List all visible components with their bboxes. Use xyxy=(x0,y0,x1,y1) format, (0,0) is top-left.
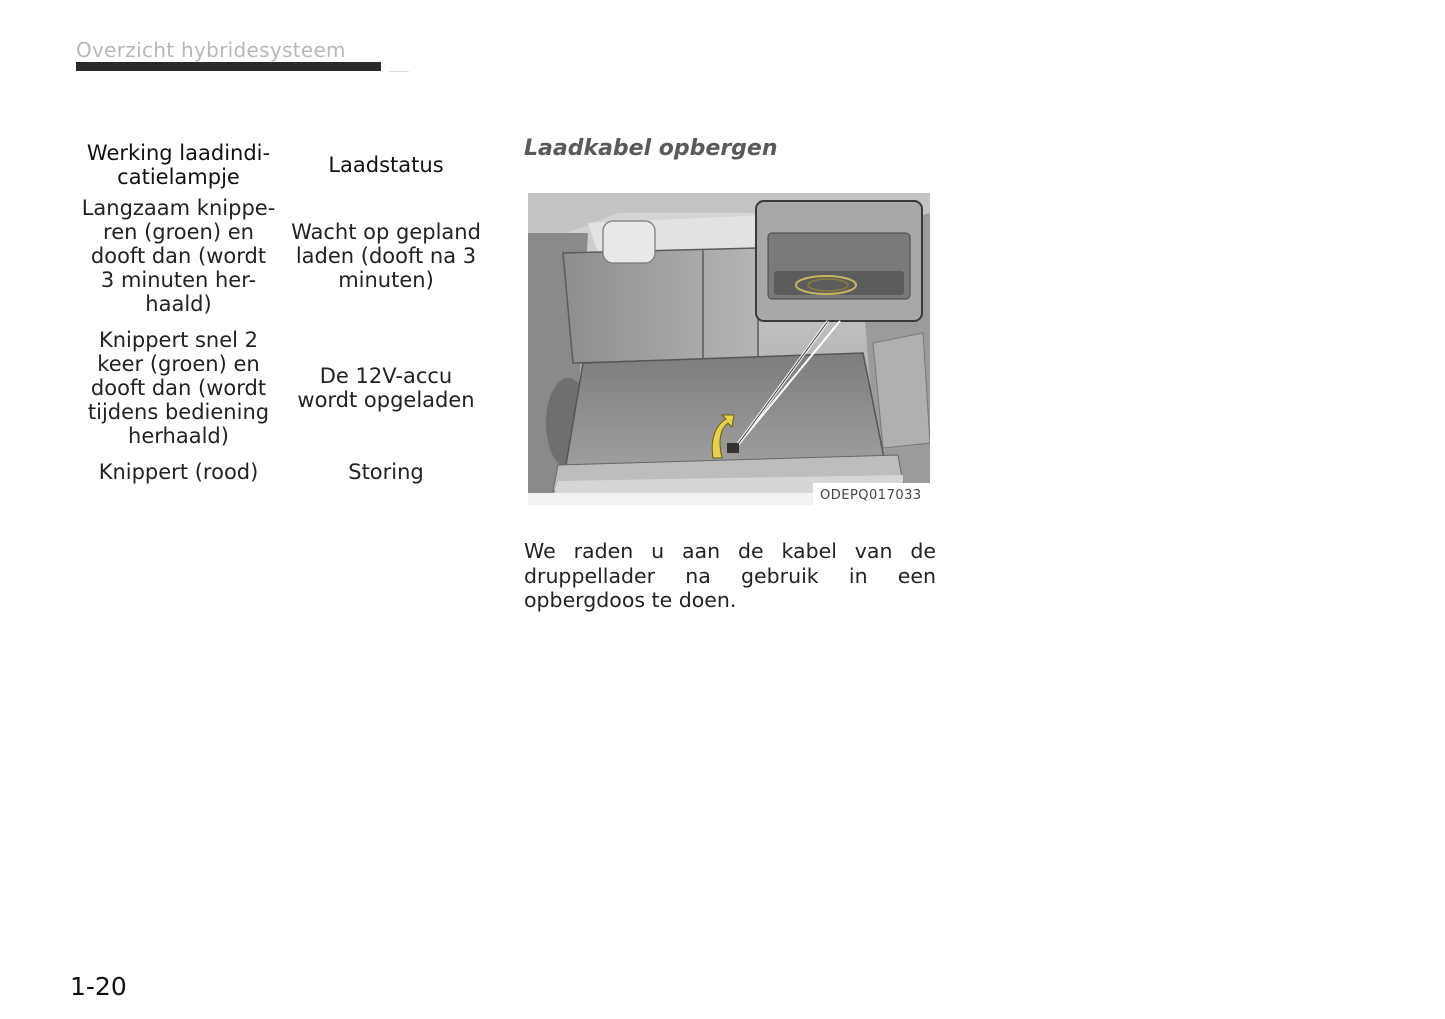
table-header-cell: Werking laadindi- catielampje xyxy=(86,141,271,189)
section-header-title: Overzicht hybridesysteem xyxy=(76,38,346,62)
header-rule xyxy=(76,62,381,71)
page-number: 1-20 xyxy=(70,972,127,1001)
header-rule-tail xyxy=(389,71,409,72)
table-row xyxy=(76,190,491,322)
table-row xyxy=(76,322,491,454)
table-cell: Wacht op gepland laden (dooft na 3 minuten) xyxy=(291,220,481,292)
table-cell: De 12V-accu wordt opgeladen xyxy=(297,364,475,412)
table-cell: Langzaam knippe- ren (groen) en dooft dan (wordt 3 minuten her- haald) xyxy=(81,196,276,316)
body-paragraph: We raden u aan de kabel van de druppellader na gebruik in een opbergdoos te doen. xyxy=(524,539,936,612)
table-cell: Storing xyxy=(348,460,424,484)
table-row xyxy=(76,454,491,490)
table-cell: Knippert snel 2 keer (groen) en dooft dan (wordt tijdens bediening herhaald) xyxy=(87,328,270,448)
figure-code: ODEPQ017033 xyxy=(820,488,922,503)
section-title: Laadkabel opbergen xyxy=(524,136,778,161)
table-header-row xyxy=(76,140,491,190)
cargo-area-illustration xyxy=(528,193,930,505)
table-cell: Knippert (rood) xyxy=(98,460,259,484)
charging-indicator-table xyxy=(76,140,491,490)
table-header-cell: Laadstatus xyxy=(328,153,444,177)
